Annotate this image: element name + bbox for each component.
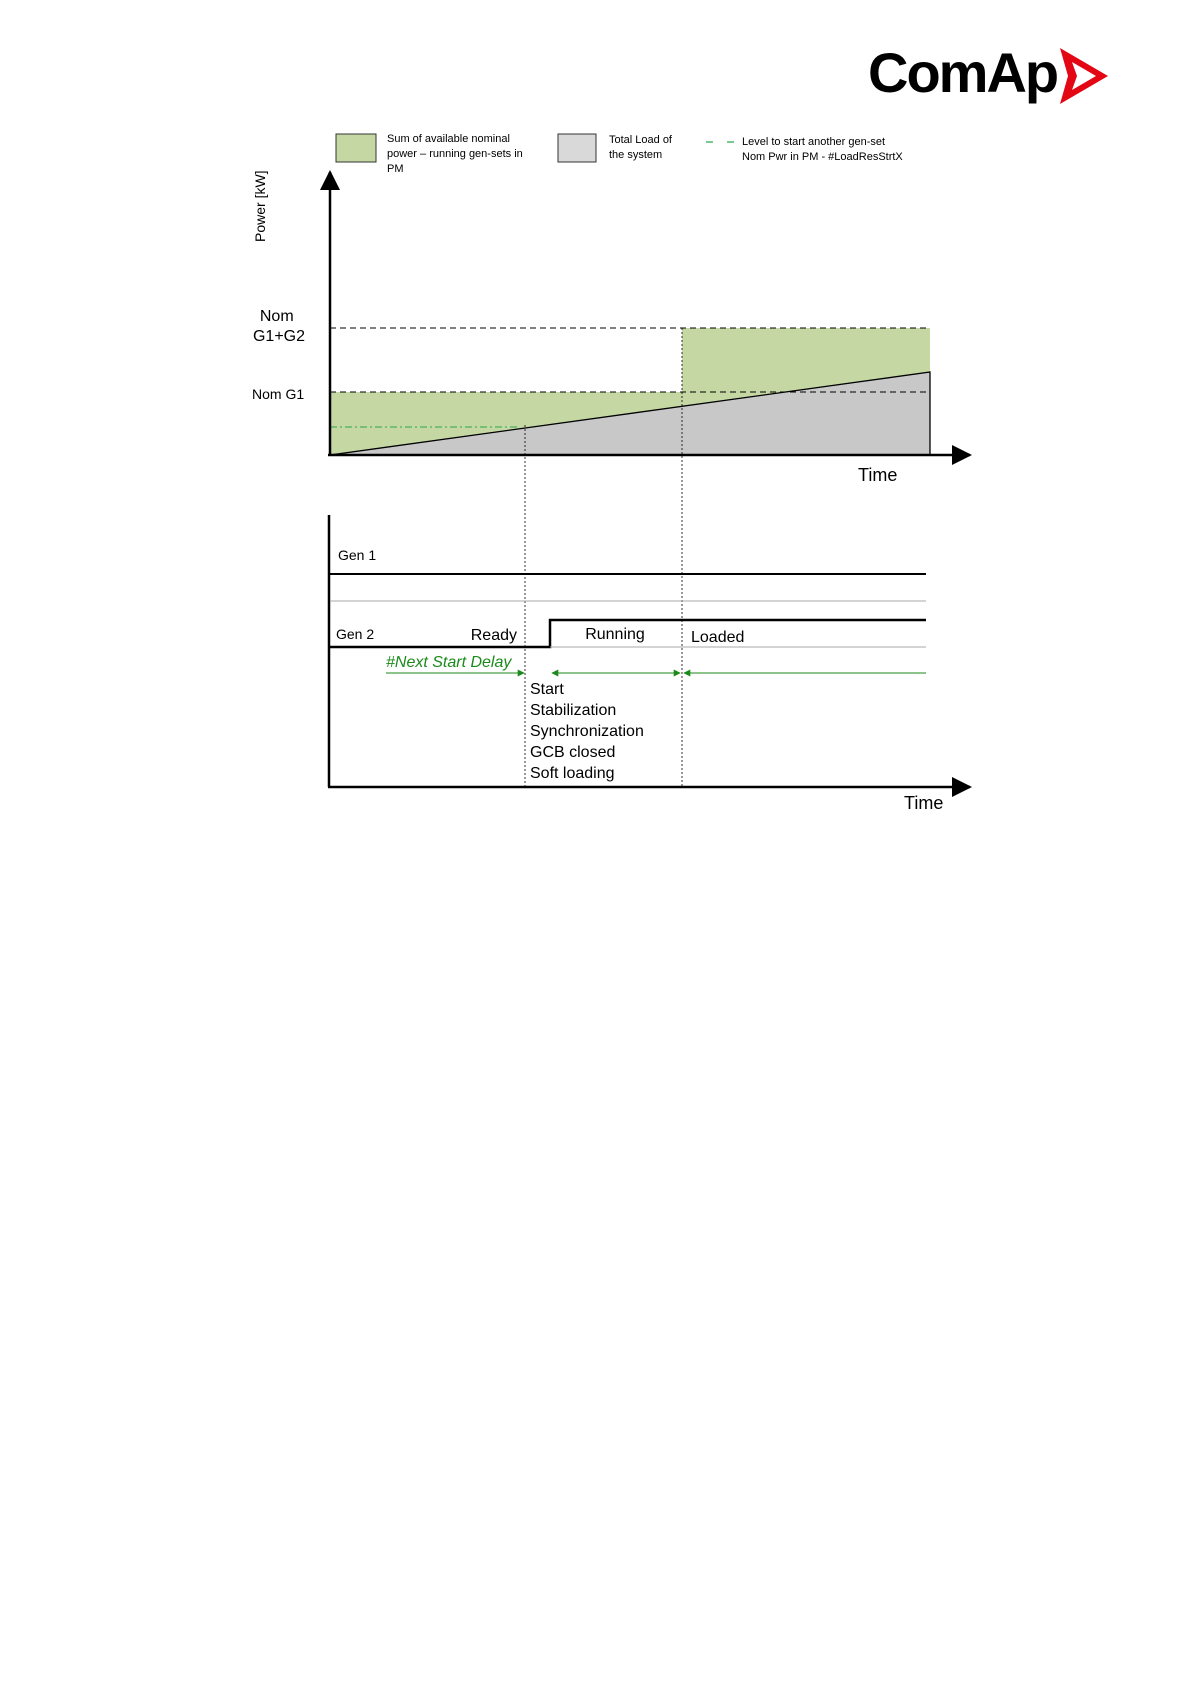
legend-available-swatch: [336, 134, 376, 162]
legend-start-level-text: Level to start another gen-set Nom Pwr in PM - #LoadResStrtX: [742, 136, 903, 163]
y-axis-label: Power [kW]: [252, 170, 268, 242]
logo-play-icon: [1060, 48, 1108, 104]
legend-load-text: Total Load of the system: [609, 134, 672, 161]
next-start-delay-label: #Next Start Delay: [386, 654, 512, 671]
loaded-state-label: Loaded: [691, 629, 745, 646]
nom-g1g2-label: Nom G1+G2: [252, 308, 306, 345]
logo-text: ComAp: [868, 41, 1058, 104]
running-state-label: Running: [585, 626, 645, 643]
state-x-axis-label: Time: [904, 793, 944, 813]
ready-state-label: Ready: [470, 627, 517, 644]
legend-available-text: Sum of available nominal power – running gen-sets in PM: [387, 133, 523, 175]
power-x-axis-label: Time: [858, 465, 898, 485]
gen2-label: Gen 2: [336, 626, 375, 642]
legend: [336, 133, 903, 175]
power-chart: [252, 170, 970, 485]
nom-g1-label: Nom G1: [252, 386, 305, 402]
legend-load-swatch: [558, 134, 596, 162]
state-chart: [328, 515, 970, 813]
comap-logo: [868, 41, 1108, 104]
start-sequence-steps: Start Stabilization Synchronization GCB closed Soft loading: [530, 681, 644, 782]
gen1-label: Gen 1: [338, 547, 377, 563]
